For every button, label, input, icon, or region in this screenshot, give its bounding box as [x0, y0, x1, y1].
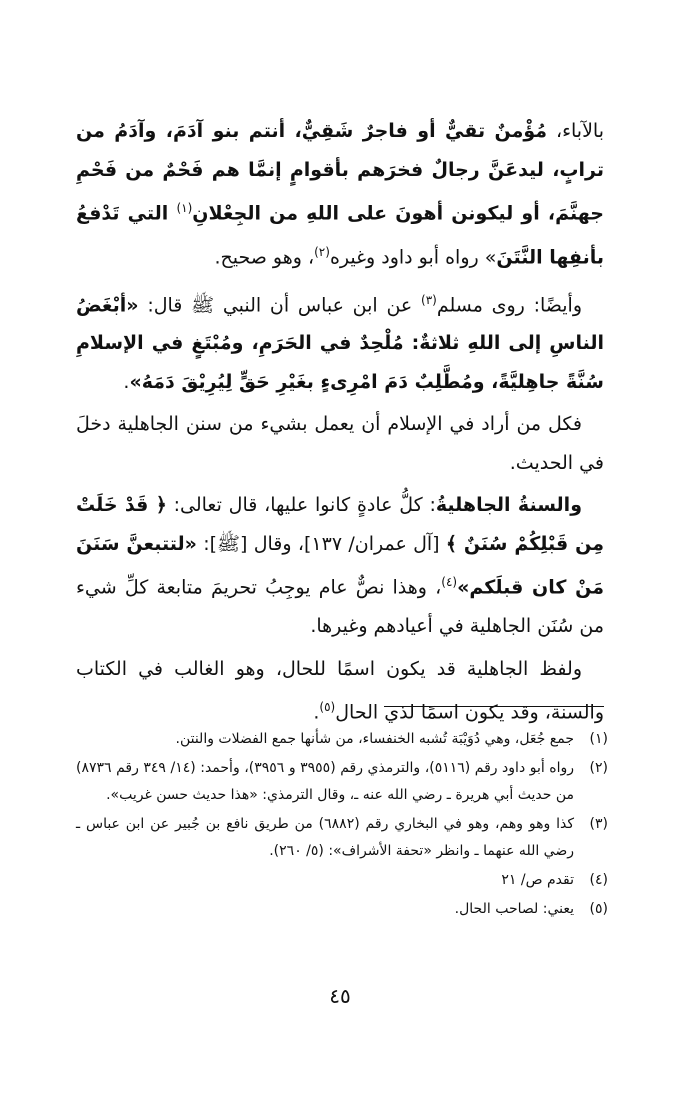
text-segment: ، وهذا نصٌّ عام يوجِبُ تحريمَ متابعة كلِّ شيء من سُنَن الجاهلية في أعيادهم وغيرها. — [76, 576, 604, 638]
main-text — [76, 112, 604, 736]
footnote — [76, 867, 608, 894]
text-segment: عن ابن عباس أن النبي ﷺ قال: — [138, 293, 421, 316]
footnote-reference: (١) — [176, 201, 193, 215]
text-segment: . — [313, 701, 320, 724]
text-segment: بالآباء، — [547, 120, 604, 142]
paragraph — [76, 486, 604, 645]
text-segment: فكل من أراد في الإسلام أن يعمل بشيء من سنن الجاهلية دخلَ في الحديث. — [76, 413, 604, 474]
footnote-text: رواه أبو داود رقم (٥١١٦)، والترمذي رقم (٣٩٥٥ و ٣٩٥٦)، وأحمد: (١٤/ ٣٤٩ رقم ٨٧٣٦) من حديث أبي هريرة ـ رضي الله عنه ـ، وقال الترمذي: «هذا حديث حسن غريب». — [76, 760, 575, 803]
bold-text: ﴿ قَدْ خَلَتْ مِن قَبْلِكُمْ سُنَنٌ ﴾ — [76, 494, 604, 555]
footnote-separator — [384, 706, 604, 707]
footnote-reference: (٢) — [314, 244, 330, 259]
footnote-text: كذا وهو وهم، وهو في البخاري رقم (٦٨٨٢) من طريق نافع بن جُبير عن ابن عباس ـ رضي الله عنهما ـ وانظر «تحفة الأشراف»: (٥/ ٢٦٠). — [76, 816, 574, 859]
footnote-number: (١) — [589, 731, 608, 747]
footnote-number: (٣) — [589, 816, 608, 832]
text-segment: » رواه أبو داود وغيره — [329, 246, 497, 269]
bold-text: «لتتبعنَّ سَنَنَ مَنْ كان قبلَكم» — [76, 532, 605, 599]
footnote-reference: (٤) — [441, 575, 458, 590]
footnote-text: تقدم ص/ ٢١ — [501, 872, 574, 888]
paragraph — [76, 650, 604, 732]
page-number: ٤٥ — [329, 984, 351, 1008]
text-segment: : كلُّ عادةٍ كانوا عليها، قال تعالى: — [166, 494, 436, 517]
bold-text: «أبْغَضُ الناسِ إلى اللهِ ثلاثةٌ: مُلْحِدٌ في الحَرَمِ، ومُبْتَغٍ في الإسلامِ سُنَّةً جاهِليَّةً، ومُطَّلِبٌ دَمَ امْرِىءٍ بغَيْرِ حَقٍّ لِيُرِيْقَ دَمَهُ» — [76, 293, 604, 393]
footnote-number: (٥) — [589, 901, 608, 917]
text-segment: وأيضًا: روى مسلم — [436, 293, 582, 316]
footnote — [76, 755, 608, 809]
paragraph — [76, 405, 604, 482]
text-segment: [آل عمران/ ١٣٧]، وقال [ﷺ]: — [196, 532, 446, 555]
paragraph — [76, 112, 604, 277]
bold-text: والسنةُ الجاهليةُ — [435, 494, 582, 517]
footnote-text: يعني: لصاحب الحال. — [454, 901, 574, 917]
text-segment: ، وهو صحيح. — [214, 246, 315, 269]
footnote — [76, 726, 608, 753]
footnote — [76, 896, 608, 923]
footnote-number: (٤) — [589, 872, 608, 888]
footnotes — [76, 726, 608, 925]
text-segment: . — [123, 370, 130, 393]
text-segment: ولفظ الجاهلية قد يكون اسمًا للحال، وهو الغالب في الكتاب والسنة، وقد يكون اسمًا لذي الحال — [76, 657, 604, 724]
footnote-reference: (٣) — [421, 292, 437, 307]
footnote-reference: (٥) — [319, 700, 336, 715]
bold-text: مُؤْمنٌ تقيٌّ أو فاجرٌ شَقِيٌّ، أنتم بنو آدَمَ، وآدَمُ من ترابٍ، ليدعَنَّ رجالٌ فخرَهم بأقوامٍ إنمَّا هم فَحْمٌ من فَحْمِ جهنَّمَ، أو ليكونن أهونَ على اللهِ من الجِعْلانِ — [76, 120, 604, 225]
paragraph — [76, 281, 604, 402]
footnote-number: (٢) — [589, 760, 608, 776]
footnote-text: جمع جُعَل، وهي دُوَيْبَة تُشبه الخنفساء، من شأنها جمع الفضلات والنتن. — [175, 731, 574, 747]
bold-text: التي تَدْفعُ بأنفِها النَّتَنَ — [76, 202, 604, 269]
footnote — [76, 811, 608, 865]
